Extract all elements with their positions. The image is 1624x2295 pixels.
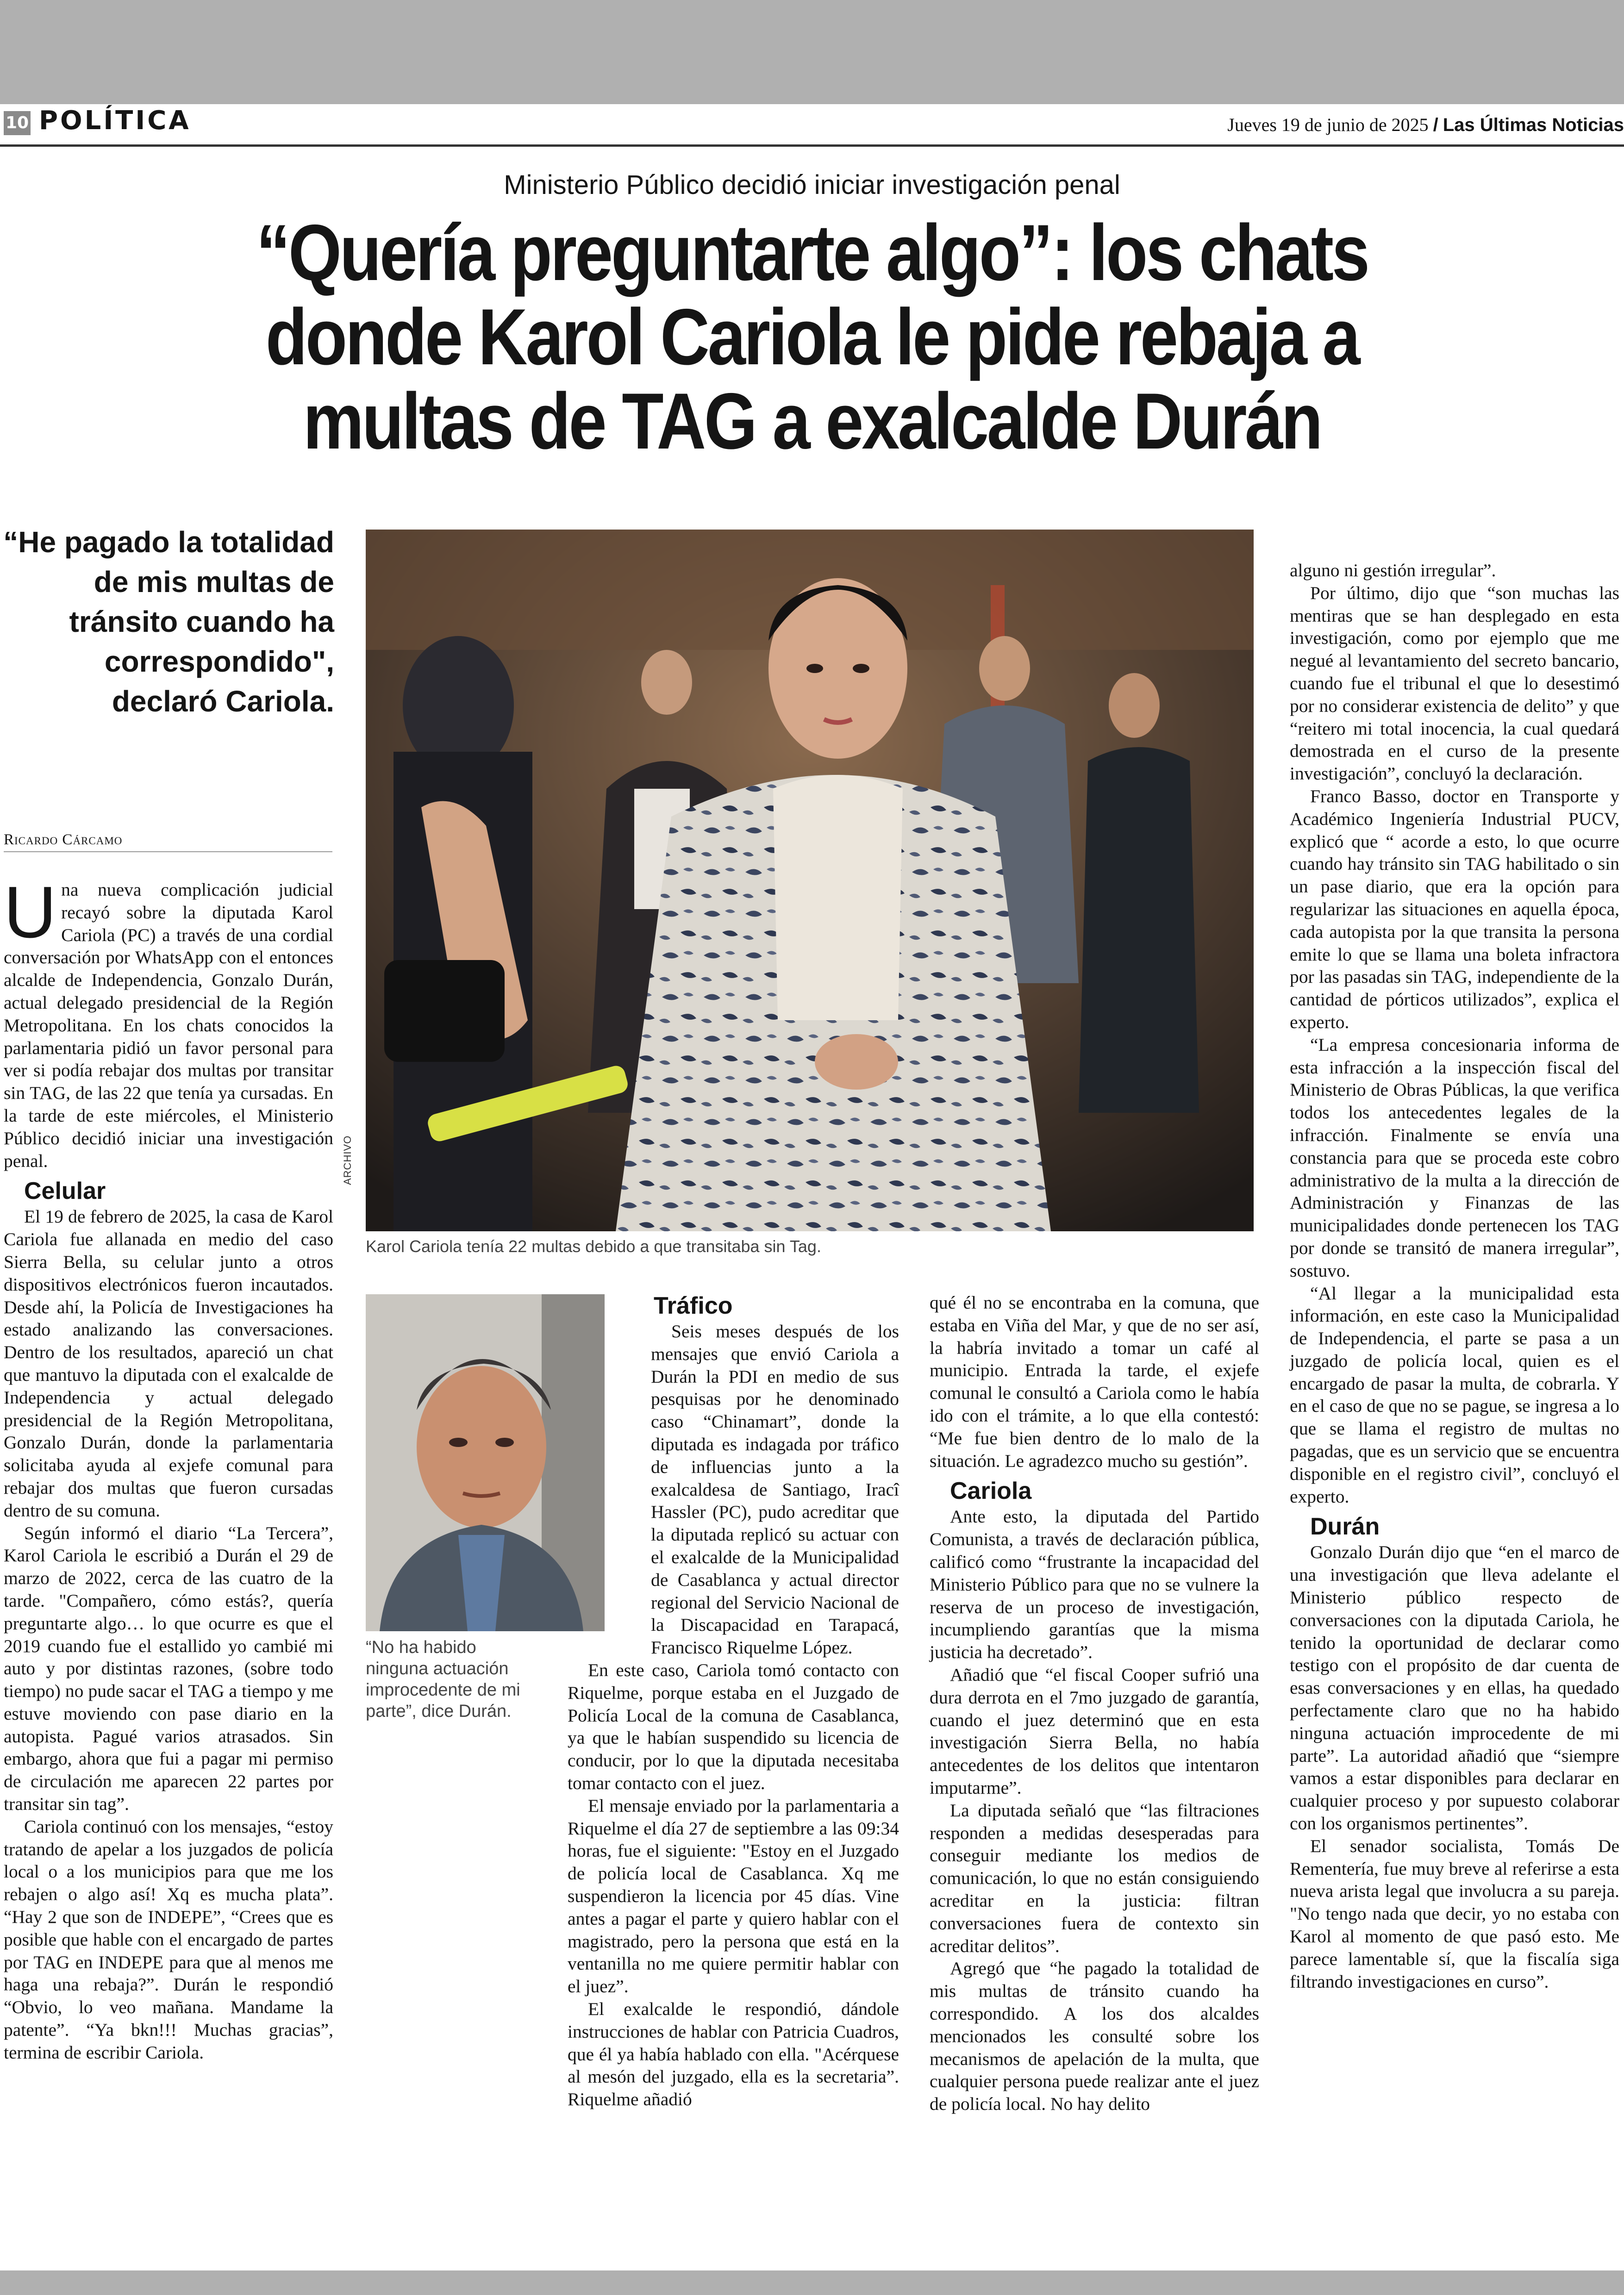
section-title: POLÍTICA <box>39 106 191 136</box>
article-column-2 <box>568 1287 899 2111</box>
pull-quote: “He pagado la totalidad de mis multas de tránsito cuando ha correspondido", declaró Cariola. <box>3 525 334 718</box>
paragraph: La diputada señaló que “las filtraciones responden a medidas desesperadas para conseguir mediante los medios de comunicación, lo que no están consiguiendo acreditar en la justicia: filtran conversaciones fuera de contexto sin acreditar delitos”. <box>930 1800 1259 1956</box>
paragraph: Gonzalo Durán dijo que “en el marco de una investigación que lleva adelante el Ministerio público respecto de conversaciones con la diputada Cariola, he tenido la oportunidad de declarar como testigo con el propósito de dar cuenta de esas conversaciones y en ellas, ha quedado perfectamente claro que no ha habido ninguna actuación improcedente de mi parte”. La autoridad añadió que “siempre vamos a estar disponibles para declarar en cualquier proceso y por supuesto colaborar con los organismos pertinentes”. <box>1290 1542 1619 1834</box>
paragraph: qué él no se encontraba en la comuna, que estaba en Viña del Mar, y que de no ser así, la habría invitado a tomar un café al municipio. Entrada la tarde, el exjefe comunal le consultó a Cariola como le había ido con el trámite, a lo que ella contestó: “Me fue bien dentro de lo malo de la situación. Le agradezco mucho su gestión”. <box>930 1292 1259 1471</box>
paragraph: Según informó el diario “La Tercera”, Karol Cariola le escribió a Durán el 29 de marzo de 2022, cerca de las cuatro de la tarde. "Compañero, cómo estás?, quería preguntarte algo… lo que ocurre es que el 2019 cuando fue el estallido yo cambié mi auto y por distintas razones, (sobre todo tiempo) no pude sacar el TAG a tiempo y me estuve moviendo con pase diario en la autopista. Pagué varios atrasados. Sin embargo, ahora que fui a pagar mi permiso de circulación me aparecen 22 partes por transitar sin tag”. <box>4 1522 333 1815</box>
drop-cap: U <box>4 872 57 953</box>
paragraph: El senador socialista, Tomás De Rementería, fue muy breve al referirse a esta nueva arista legal que involucra a su pareja. "No tengo nada que decir, yo no estaba con Karol al momento de que pasó esto. Me parece lamentable sí, que la fiscalía siga filtrando investigaciones en curso”. <box>1290 1835 1619 1992</box>
paragraph: “Al llegar a la municipalidad esta información, en este caso la Municipalidad de Independencia, el parte se pasa a un juzgado de policía local, quien es el encargado de pasar la multa, de cobrarla. Y en el caso de que no se pague, se ingresa a lo que se llama el registro de multas no pagadas, que es un servicio que se encuentra disponible en el registro civil”, concluyó el experto. <box>1290 1283 1619 1507</box>
article-column-4 <box>1290 559 1619 1993</box>
paragraph: Seis meses después de los mensajes que envió Cariola a Durán la PDI en medio de sus pesquisas por he denominado caso “Chinamart”, donde la diputada es indagada por tráfico de influencias junto a la exalcaldesa de Santiago, Iracî Hassler (PC), pudo acreditar que la diputada replicó su actuar con el exalcalde de la Municipalidad de Casablanca y actual director regional del Servicio Nacional de la Discapacidad en Tarapacá, Francisco Riquelme López. <box>651 1321 899 1658</box>
article-column-3 <box>930 1291 1259 2115</box>
paragraph: Agregó que “he pagado la totalidad de mis multas de tránsito cuando ha correspondido. A los dos alcaldes mencionados les consulté sobre los mecanismos de apelación de la multa, que cualquier persona puede realizar ante el juez de policía local. No hay delito <box>930 1958 1259 2114</box>
article-kicker: Ministerio Público decidió iniciar investigación penal <box>504 170 1120 200</box>
paragraph: En este caso, Cariola tomó contacto con Riquelme, porque estaba en el Juzgado de Policía Local de la comuna de Casablanca, ya que le habían suspendido su licencia de conducir, por lo que la diputada necesitaba tomar contacto con el juez. <box>568 1659 899 1793</box>
paragraph: Ante esto, la diputada del Partido Comunista, a través de declaración pública, calificó como “frustrante la incapacidad del Ministerio Público para que no se vulnere la reserva de un proceso de investigación, incumpliendo garantías que la misma justicia ha decretado”. <box>930 1506 1259 1663</box>
main-photo-caption: Karol Cariola tenía 22 multas debido a que transitaba sin Tag. <box>366 1237 821 1256</box>
article-headline: “Quería preguntarte algo”: los chats donde Karol Cariola le pide rebaja a multas de TAG a exalcalde Durán <box>256 208 1368 466</box>
photo-credit: ARCHIVO <box>342 1135 353 1185</box>
inset-photo-caption: “No ha habido ninguna actuación improcedente de mi parte”, dice Durán. <box>366 1638 520 1721</box>
dateline <box>1227 113 1624 137</box>
date-separator: / <box>1433 115 1438 135</box>
photo-illustration <box>366 530 1254 1231</box>
paragraph: Añadió que “el fiscal Cooper sufrió una dura derrota en el 7mo juzgado de garantía, cuando el juez determinó que en esta investigación Sierra Bella, no había antecedentes de los delitos que intentaron imputarme”. <box>930 1664 1259 1798</box>
newspaper-name: Las Últimas Noticias <box>1443 115 1624 135</box>
bottom-margin-band <box>0 2270 1624 2295</box>
paragraph: alguno ni gestión irregular”. <box>1290 560 1496 580</box>
paragraph: “La empresa concesionaria informa de esta infracción a la inspección fiscal del Ministerio de Obras Públicas, la que verifica todos los antecedentes legales de la infracción. Finalmente se envía una constancia para que se proceda este cobro administrativo de la multa a la dirección de Administración y Finanzas de las municipalidades donde pertenecen los TAG por donde se transitó de manera irregular”, sostuvo. <box>1290 1034 1619 1281</box>
paragraph: Franco Basso, doctor en Transporte y Académico Ingeniería Industrial PUCV, explicó que “ acorde a esto, lo que ocurre cuando hay tránsito sin TAG habilitado o sin un pase diario, que era la opción para regularizar las situaciones en aquella época, cada autopista por la que transita la persona emite lo que se llama una boleta infractora por las pasadas sin TAG, independiente de la cantidad de pórticos utilizados”, explica el experto. <box>1290 786 1619 1032</box>
paragraph: El 19 de febrero de 2025, la casa de Karol Cariola fue allanada en medio del caso Sierra Bella, su celular junto a otros dispositivos electrónicos fueron incautados. Desde ahí, la Policía de Investigaciones ha estado analizando las conversaciones. Dentro de los resultados, apareció un chat que mantuvo la diputada con el exalcalde de Independencia y actual delegado presidencial de la Región Metropolitana, Gonzalo Durán, donde la parlamentaria solicitaba ayuda al exjefe comunal para rebajar dos multas que fueron cursadas dentro de su comuna. <box>4 1206 333 1521</box>
subheading-duran: Durán <box>1310 1513 1380 1540</box>
paragraph: Cariola continuó con los mensajes, “estoy tratando de apelar a los juzgados de policía local o a los municipios para que me los rebajen o algo así! Xq es mucha plata”. “Hay 2 que son de INDEPE”, “Crees que es posible que hable con el encargado de partes por TAG en INDEPE para que al menos me haga una rebaja?”. Durán le respondió “Obvio, lo veo mañana. Mandame la patente”. “Ya bkn!!! Muchas gracias”, termina de escribir Cariola. <box>4 1816 333 2063</box>
article-column-1 <box>4 872 333 2064</box>
subheading-cariola: Cariola <box>950 1478 1032 1505</box>
paragraph: Por último, dijo que “son muchas las mentiras que se han desplegado en esta investigación, como por ejemplo que me negué al levantamiento del secreto bancario, cuando fue el tribunal el que lo desestimó por no considerar existencia de delito” y que “reitero mi total inocencia, la cual quedará demostrada en el curso de la presente investigación”, concluyó la declaración. <box>1290 582 1619 784</box>
issue-date: Jueves 19 de junio de 2025 <box>1227 114 1429 135</box>
main-photo-cariola <box>366 530 1254 1231</box>
byline <box>4 831 332 852</box>
subheading-celular: Celular <box>24 1178 106 1205</box>
byline-author: Ricardo Cárcamo <box>4 831 123 848</box>
page-number: 10 <box>4 111 31 135</box>
top-margin-band <box>0 0 1624 104</box>
subheading-trafico: Tráfico <box>654 1292 733 1319</box>
intro-paragraph: Una nueva complicación judicial recayó sobre la diputada Karol Cariola (PC) a través de una cordial conversación por WhatsApp con el entonces alcalde de Independencia, Gonzalo Durán, actual delegado presidencial de la Región Metropolitana. En los chats conocidos la parlamentaria pidió un favor personal para ver si podía rebajar dos multas por transitar sin TAG, de las 22 que tenía ya cursadas. En la tarde de este miércoles, el Ministerio Público decidió iniciar una investigación penal. <box>4 872 333 1171</box>
paragraph: El mensaje enviado por la parlamentaria a Riquelme el día 27 de septiembre a las 09:34 horas, fue el siguiente: "Estoy en el Juzgado de policía local de Casablanca. Xq me suspendieron la licencia por 45 días. Vine antes a pagar el parte y quiero hablar con el magistrado, pero la persona que está en la ventanilla no me quiere permitir hablar con el juez”. <box>568 1795 899 1997</box>
paragraph: El exalcalde le respondió, dándole instrucciones de hablar con Patricia Cuadros, que él ya había hablado con ella. "Acérquese al mesón del juzgado, ella es la secretaria”. Riquelme añadió <box>568 1998 899 2110</box>
